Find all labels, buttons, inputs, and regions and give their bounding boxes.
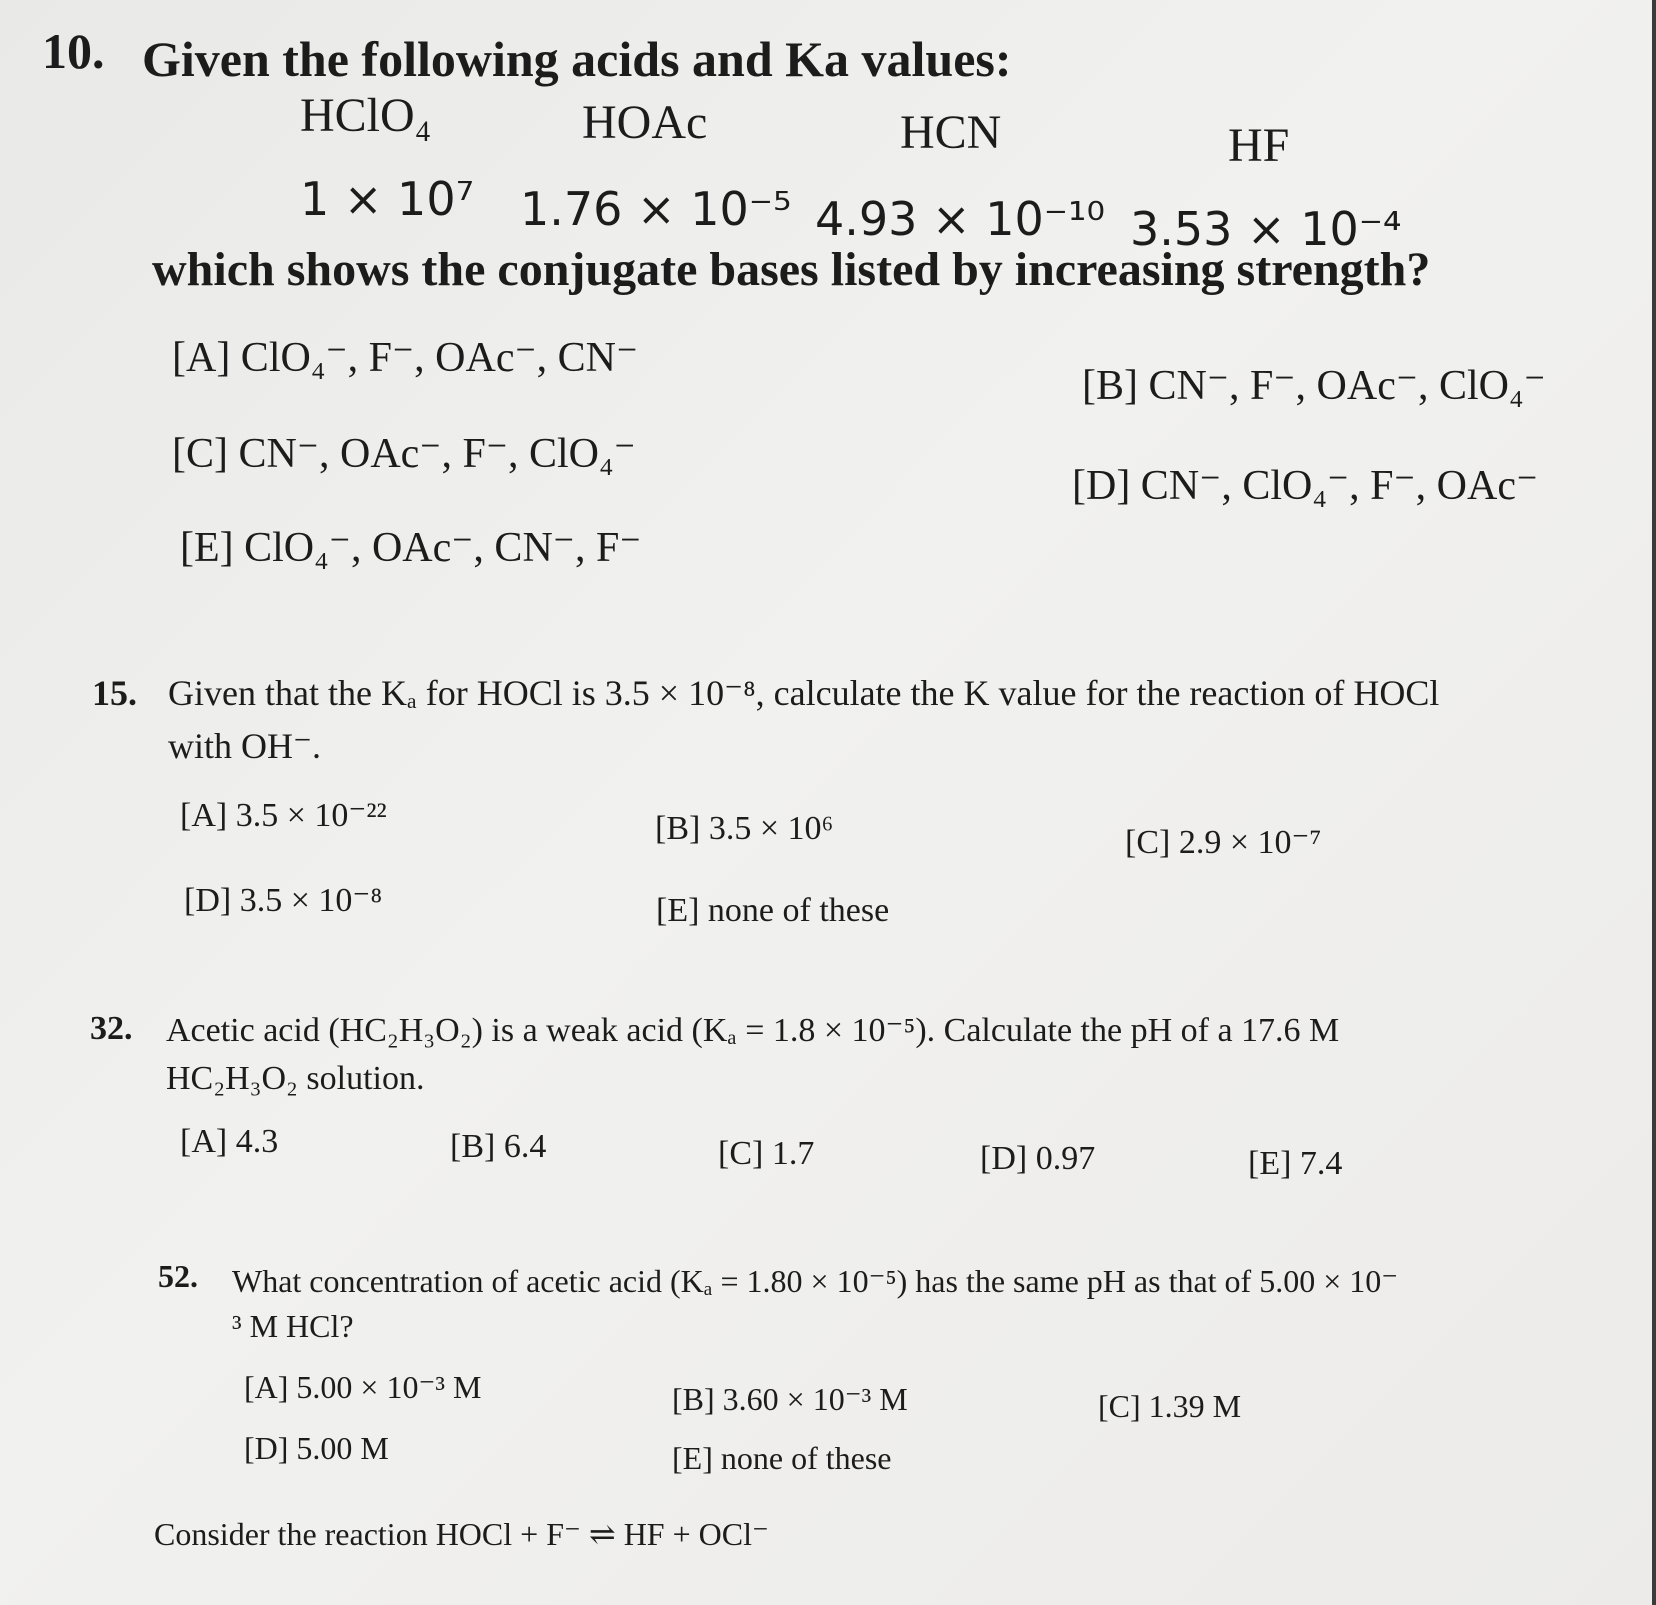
q15-line2: with OH⁻.	[168, 726, 321, 766]
q52-option-a[interactable]: [A] 5.00 × 10⁻³ M	[244, 1369, 482, 1405]
q10-acid-hcn: HCN	[900, 106, 1002, 159]
q15-option-c[interactable]: [C] 2.9 × 10⁻⁷	[1125, 824, 1322, 861]
q10-ka-hcn: 4.93 × 10⁻¹⁰	[815, 192, 1105, 246]
q52-option-c[interactable]: [C] 1.39 M	[1098, 1388, 1242, 1424]
q52-option-d[interactable]: [D] 5.00 M	[244, 1430, 389, 1466]
q15-option-d[interactable]: [D] 3.5 × 10⁻⁸	[184, 882, 383, 919]
q32-option-a[interactable]: [A] 4.3	[180, 1123, 279, 1160]
q52-line1: What concentration of acetic acid (Kₐ = 1.80 × 10⁻⁵) has the same pH as that of 5.00 × 10⁻	[232, 1263, 1399, 1299]
q10-option-e[interactable]: [E] ClO₄⁻, OAc⁻, CN⁻, F⁻	[180, 525, 642, 571]
q10-ka-hclo4: 1 × 10⁷	[300, 172, 475, 226]
q52-line2: ³ M HCl?	[232, 1308, 354, 1344]
q10-ka-hf: 3.53 × 10⁻⁴	[1130, 202, 1402, 256]
q32-option-e[interactable]: [E] 7.4	[1248, 1145, 1343, 1182]
q15-number: 15.	[92, 673, 137, 713]
q15-option-e[interactable]: [E] none of these	[656, 892, 890, 929]
q52-number: 52.	[158, 1258, 198, 1294]
q32-line1: Acetic acid (HC₂H₃O₂) is a weak acid (Kₐ = 1.8 × 10⁻⁵). Calculate the pH of a 17.6 M	[166, 1012, 1340, 1049]
q52-option-b[interactable]: [B] 3.60 × 10⁻³ M	[672, 1381, 908, 1417]
q10-acid-hoac: HOAc	[582, 96, 708, 149]
q10-prompt: Given the following acids and Ka values:	[142, 31, 1012, 87]
q10-number: 10.	[42, 23, 105, 79]
q15-option-a[interactable]: [A] 3.5 × 10⁻²²	[180, 797, 387, 834]
q52-option-e[interactable]: [E] none of these	[672, 1440, 892, 1476]
q10-option-d[interactable]: [D] CN⁻, ClO₄⁻, F⁻, OAc⁻	[1072, 463, 1539, 509]
q10-acid-hf: HF	[1228, 119, 1290, 172]
q32-option-b[interactable]: [B] 6.4	[450, 1128, 547, 1165]
q10-question: which shows the conjugate bases listed by increasing strength?	[152, 243, 1431, 296]
q15-line1: Given that the Kₐ for HOCl is 3.5 × 10⁻⁸, calculate the K value for the reaction of HOCl	[168, 673, 1440, 713]
q10-option-a[interactable]: [A] ClO₄⁻, F⁻, OAc⁻, CN⁻	[172, 335, 639, 381]
q32-number: 32.	[90, 1010, 133, 1047]
q32-option-c[interactable]: [C] 1.7	[718, 1135, 815, 1172]
page-edge-shadow	[1652, 0, 1656, 1605]
q10-acid-hclo4: HClO₄	[300, 89, 432, 142]
q15-option-b[interactable]: [B] 3.5 × 10⁶	[655, 810, 834, 847]
q10-option-b[interactable]: [B] CN⁻, F⁻, OAc⁻, ClO₄⁻	[1082, 363, 1546, 409]
q32-line2: HC₂H₃O₂ solution.	[166, 1060, 425, 1097]
q32-option-d[interactable]: [D] 0.97	[980, 1140, 1096, 1177]
q10-ka-hoac: 1.76 × 10⁻⁵	[520, 182, 792, 236]
reaction-statement: Consider the reaction HOCl + F⁻ ⇌ HF + OCl⁻	[154, 1516, 769, 1552]
q10-option-c[interactable]: [C] CN⁻, OAc⁻, F⁻, ClO₄⁻	[172, 431, 636, 477]
